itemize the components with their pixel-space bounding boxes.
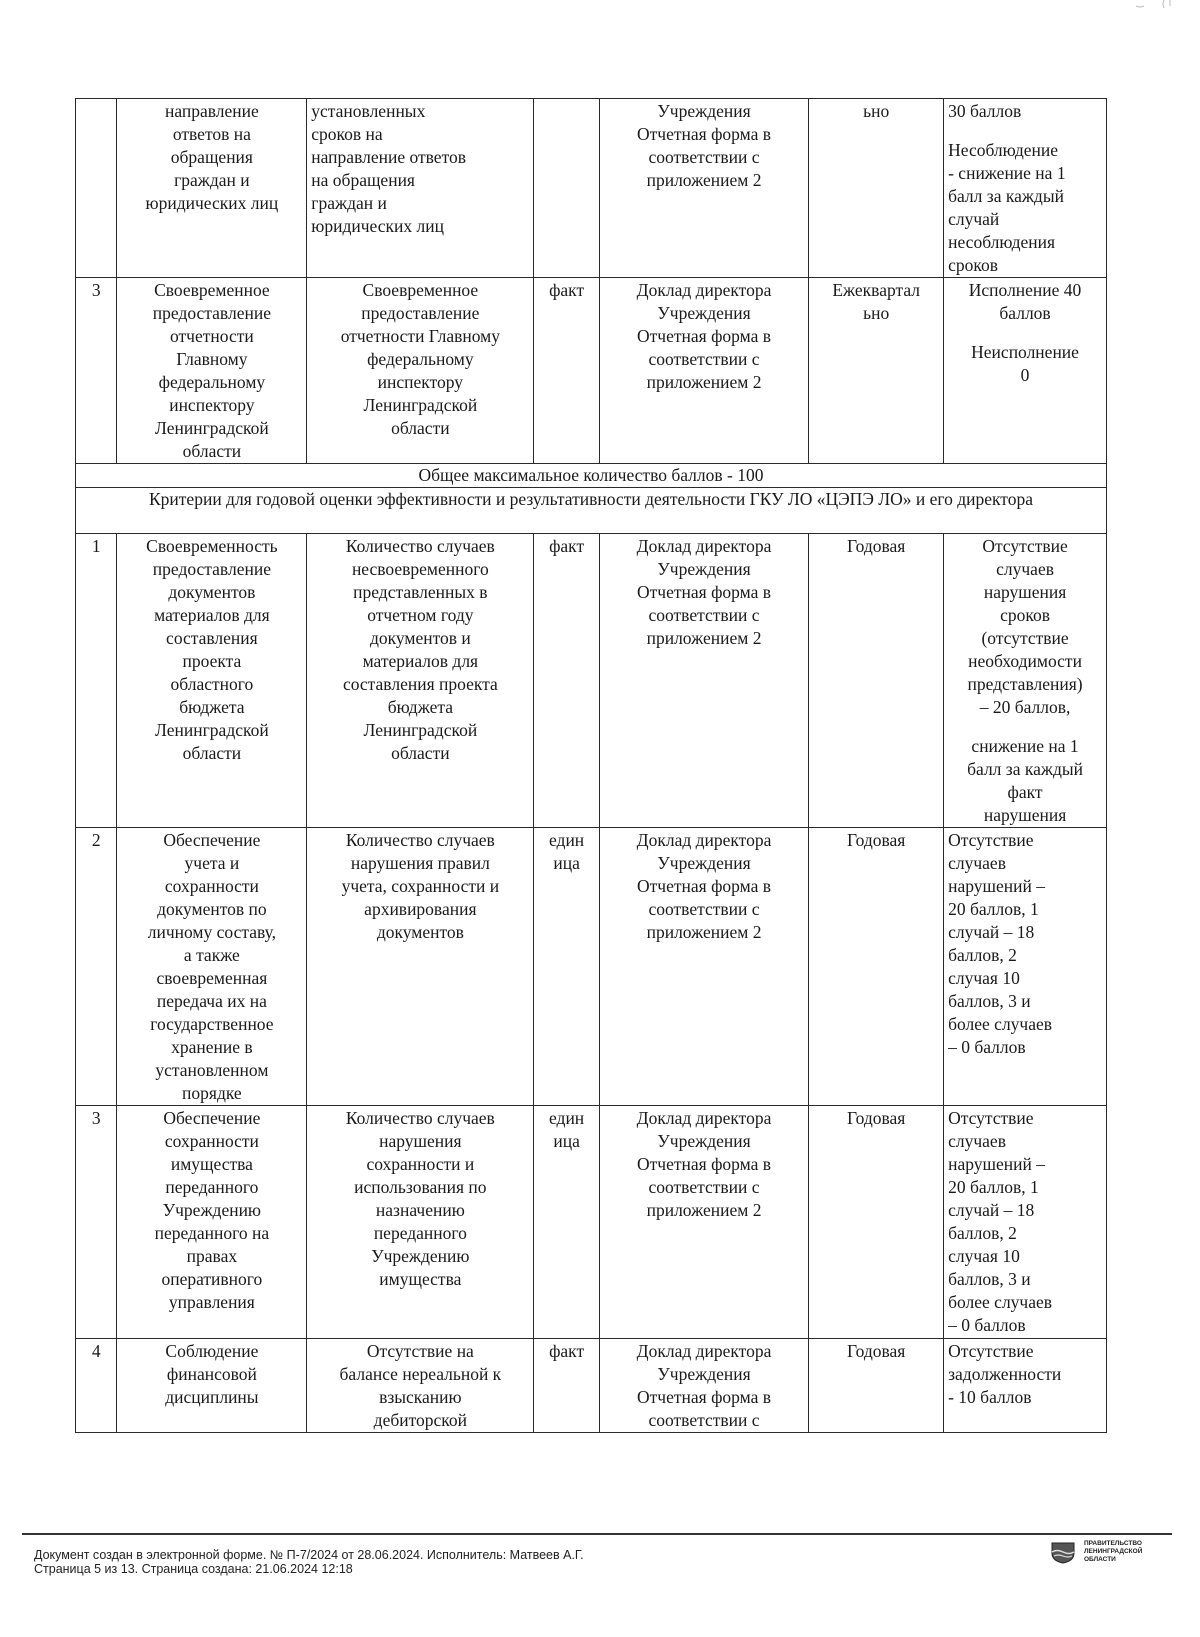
score-cell: Отсутствие случаев нарушений – 20 баллов, 1 случай – 18 баллов, 2 случая 10 баллов, 3 и более случаев – 0 баллов bbox=[944, 828, 1107, 1106]
period-cell: Годовая bbox=[809, 1339, 944, 1433]
government-logo bbox=[1050, 1538, 1170, 1568]
source-cell: Доклад директора Учреждения Отчетная форма в соответствии с приложением 2 bbox=[599, 1106, 809, 1339]
score-cell: Отсутствие задолженности - 10 баллов bbox=[944, 1339, 1107, 1433]
unit-cell bbox=[534, 99, 599, 278]
footer-page-info: Страница 5 из 13. Страница создана: 21.06.2024 12:18 bbox=[34, 1562, 353, 1576]
table-row bbox=[76, 1339, 1107, 1433]
coat-of-arms-icon bbox=[1050, 1540, 1076, 1564]
indicator-cell: Количество случаев несвоевременного представленных в отчетном году документов и материалов для составления проекта бюджета Ленинградской области bbox=[307, 534, 534, 828]
unit-cell: един ица bbox=[534, 828, 599, 1106]
table-row bbox=[76, 1106, 1107, 1339]
score-cell: Отсутствие случаев нарушений – 20 баллов, 1 случай – 18 баллов, 2 случая 10 баллов, 3 и более случаев – 0 баллов bbox=[944, 1106, 1107, 1339]
source-cell: Доклад директора Учреждения Отчетная форма в соответствии с bbox=[599, 1339, 809, 1433]
criterion-cell: Своевременность предоставление документов материалов для составления проекта областного бюджета Ленинградской области bbox=[117, 534, 307, 828]
unit-cell: факт bbox=[534, 1339, 599, 1433]
table-row bbox=[76, 278, 1107, 464]
period-cell: Годовая bbox=[809, 828, 944, 1106]
source-cell: Доклад директора Учреждения Отчетная форма в соответствии с приложением 2 bbox=[599, 534, 809, 828]
criteria-table bbox=[75, 98, 1107, 1433]
footer-document-info: Документ создан в электронной форме. № П-7/2024 от 28.06.2024. Исполнитель: Матвеев А.Г. bbox=[34, 1548, 584, 1562]
score-cell: 30 баллов Несоблюдение - снижение на 1 балл за каждый случай несоблюдения сроков bbox=[944, 99, 1107, 278]
row-number: 4 bbox=[76, 1339, 117, 1433]
unit-cell: един ица bbox=[534, 1106, 599, 1339]
period-cell: Годовая bbox=[809, 534, 944, 828]
document-footer bbox=[34, 1548, 584, 1576]
indicator-cell: установленных сроков на направление ответов на обращения граждан и юридических лиц bbox=[307, 99, 534, 278]
indicator-cell: Количество случаев нарушения правил учета, сохранности и архивирования документов bbox=[307, 828, 534, 1106]
corner-scan-mark bbox=[1116, 0, 1176, 10]
table-row bbox=[76, 99, 1107, 278]
row-number: 2 bbox=[76, 828, 117, 1106]
source-cell: Учреждения Отчетная форма в соответствии с приложением 2 bbox=[599, 99, 809, 278]
row-number bbox=[76, 99, 117, 278]
criterion-cell: направление ответов на обращения граждан и юридических лиц bbox=[117, 99, 307, 278]
row-number: 1 bbox=[76, 534, 117, 828]
annual-criteria-header: Критерии для годовой оценки эффективности и результативности деятельности ГКУ ЛО «ЦЭПЭ ЛО» и его директора bbox=[76, 488, 1107, 534]
criterion-cell: Своевременное предоставление отчетности Главному федеральному инспектору Ленинградской области bbox=[117, 278, 307, 464]
row-number: 3 bbox=[76, 1106, 117, 1339]
total-row bbox=[76, 464, 1107, 488]
period-cell: Годовая bbox=[809, 1106, 944, 1339]
period-cell: ьно bbox=[809, 99, 944, 278]
score-cell: Отсутствие случаев нарушения сроков (отсутствие необходимости представления) – 20 баллов, снижение на 1 балл за каждый факт нарушения bbox=[944, 534, 1107, 828]
period-cell: Ежеквартал ьно bbox=[809, 278, 944, 464]
unit-cell: факт bbox=[534, 278, 599, 464]
source-cell: Доклад директора Учреждения Отчетная форма в соответствии с приложением 2 bbox=[599, 278, 809, 464]
row-number: 3 bbox=[76, 278, 117, 464]
indicator-cell: Количество случаев нарушения сохранности и использования по назначению переданного Учреждению имущества bbox=[307, 1106, 534, 1339]
unit-cell: факт bbox=[534, 534, 599, 828]
indicator-cell: Своевременное предоставление отчетности Главному федеральному инспектору Ленинградской области bbox=[307, 278, 534, 464]
organization-name: ПРАВИТЕЛЬСТВО ЛЕНИНГРАДСКОЙ ОБЛАСТИ bbox=[1084, 1540, 1143, 1563]
total-max-score: Общее максимальное количество баллов - 100 bbox=[76, 464, 1107, 488]
criterion-cell: Обеспечение сохранности имущества переданного Учреждению переданного на правах оперативного управления bbox=[117, 1106, 307, 1339]
source-cell: Доклад директора Учреждения Отчетная форма в соответствии с приложением 2 bbox=[599, 828, 809, 1106]
score-cell: Исполнение 40 баллов Неисполнение 0 bbox=[944, 278, 1107, 464]
section-header-row bbox=[76, 488, 1107, 534]
table-row bbox=[76, 828, 1107, 1106]
criterion-cell: Обеспечение учета и сохранности документов по личному составу, а также своевременная передача их на государственное хранение в установленном порядке bbox=[117, 828, 307, 1106]
criterion-cell: Соблюдение финансовой дисциплины bbox=[117, 1339, 307, 1433]
indicator-cell: Отсутствие на балансе нереальной к взысканию дебиторской bbox=[307, 1339, 534, 1433]
footer-divider bbox=[22, 1533, 1172, 1535]
table-row bbox=[76, 534, 1107, 828]
